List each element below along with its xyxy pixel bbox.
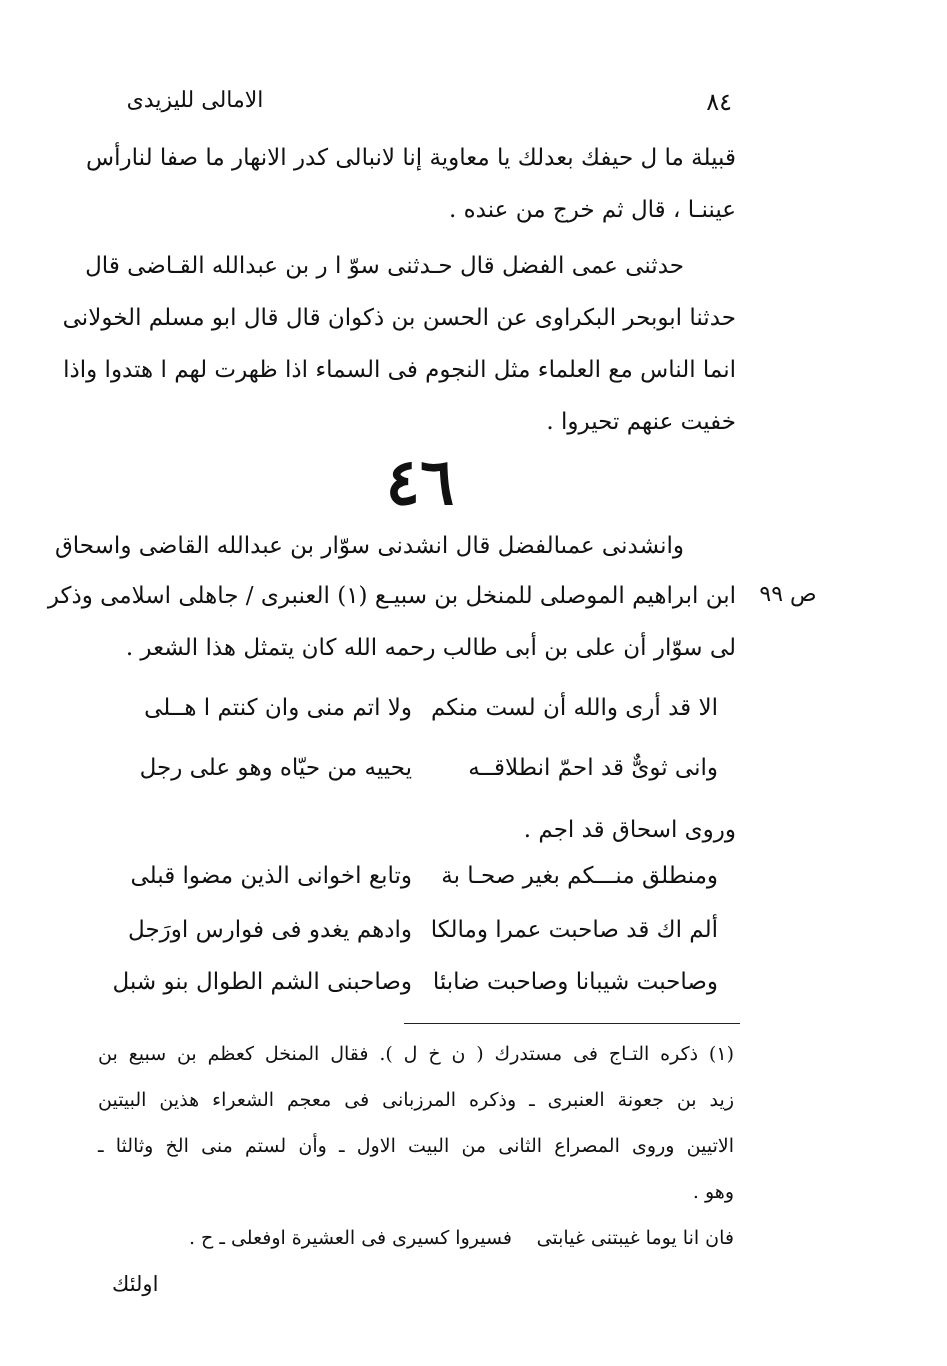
paragraph3-line-1: وانشدنى عمىالفضل قال انشدنى سوّار بن عبدالله القاضى واسحاق [54,533,684,559]
verse-5-first-hemistich: وصاحبت شيبانا وصاحبت ضابئا [432,969,718,995]
verse-2-second-hemistich: يحييه من حيّاه وهو على رجل [139,755,412,781]
verse-3-first-hemistich: ومنطلق منـــكم بغير صحـا بة [441,863,718,889]
paragraph1-line-2: عيننـا ، قال ثم خرج من عنده . [449,197,736,223]
verse-3-second-hemistich: وتابع اخوانى الذين مضوا قبلى [130,863,412,889]
margin-page-reference: ص ٩٩ [759,582,817,607]
footnote-verse-first-hemistich: فان انا يوما غيبتنى غيابتى [536,1227,734,1249]
footnote-line-4: وهو . [692,1181,734,1203]
footnote-line-1: (١) ذكره التـاج فى مستدرك ( ن خ ل ). فقال المنخل كعظم بن سبيع بن [98,1043,734,1065]
variant-note: وروى اسحاق قد اجم . [523,817,736,843]
footnote-verse-second-hemistich: فسيروا كسيرى فى العشيرة اوفعلى ـ ح . [188,1227,512,1249]
verse-4-second-hemistich: وادهم يغدو فى فوارس اورَجل [128,917,412,943]
catchword: اولئك [112,1272,159,1296]
footnote-separator [404,1023,740,1024]
page-number: ٨٤ [706,88,732,116]
footnote-line-3: الاتيين وروى المصراع الثانى من البيت الاول ـ وأن لستم منى الخ وثالثا ـ [98,1135,734,1157]
paragraph3-line-3: لى سوّار أن على بن أبى طالب رحمه الله كان يتمثل هذا الشعر . [125,635,736,661]
paragraph3-line-2: ابن ابراهيم الموصلى للمنخل بن سبيـع (١) العنبرى / جاهلى اسلامى وذكر [47,583,736,609]
paragraph1-line-1: قبيلة ما ل حيفك بعدلك يا معاوية إنا لانبالى كدر الانهار ما صفا لنارأس [86,145,736,171]
verse-5-second-hemistich: وصاحبنى الشم الطوال بنو شبل [112,969,412,995]
paragraph2-line-2: حدثنا ابوبحر البكراوى عن الحسن بن ذكوان قال قال ابو مسلم الخولانى [62,305,736,331]
paragraph2-line-1: حدثنى عمى الفضل قال حـدثنى سوّ ا ر بن عبدالله القـاضى قال [85,253,684,279]
verse-1-first-hemistich: الا قد أرى والله أن لست منكم [430,695,718,721]
verse-4-first-hemistich: ألم اك قد صاحبت عمرا ومالكا [430,917,718,943]
section-number: ٤٦ [385,445,455,520]
paragraph2-line-4: خفيت عنهم تحيروا . [546,409,736,435]
verse-2-first-hemistich: وانى ثوىٌّ قد احمّ انطلاقــه [468,755,718,781]
paragraph2-line-3: انما الناس مع العلماء مثل النجوم فى السماء اذا ظهرت لهم ا هتدوا واذا [63,357,736,383]
running-header-title: الامالى لليزيدى [126,88,264,113]
footnote-line-2: زيد بن جعونة العنبرى ـ وذكره المرزبانى فى معجم الشعراء هذين البيتين [98,1089,734,1111]
verse-1-second-hemistich: ولا اتم منى وان كنتم ا هــلى [144,695,412,721]
